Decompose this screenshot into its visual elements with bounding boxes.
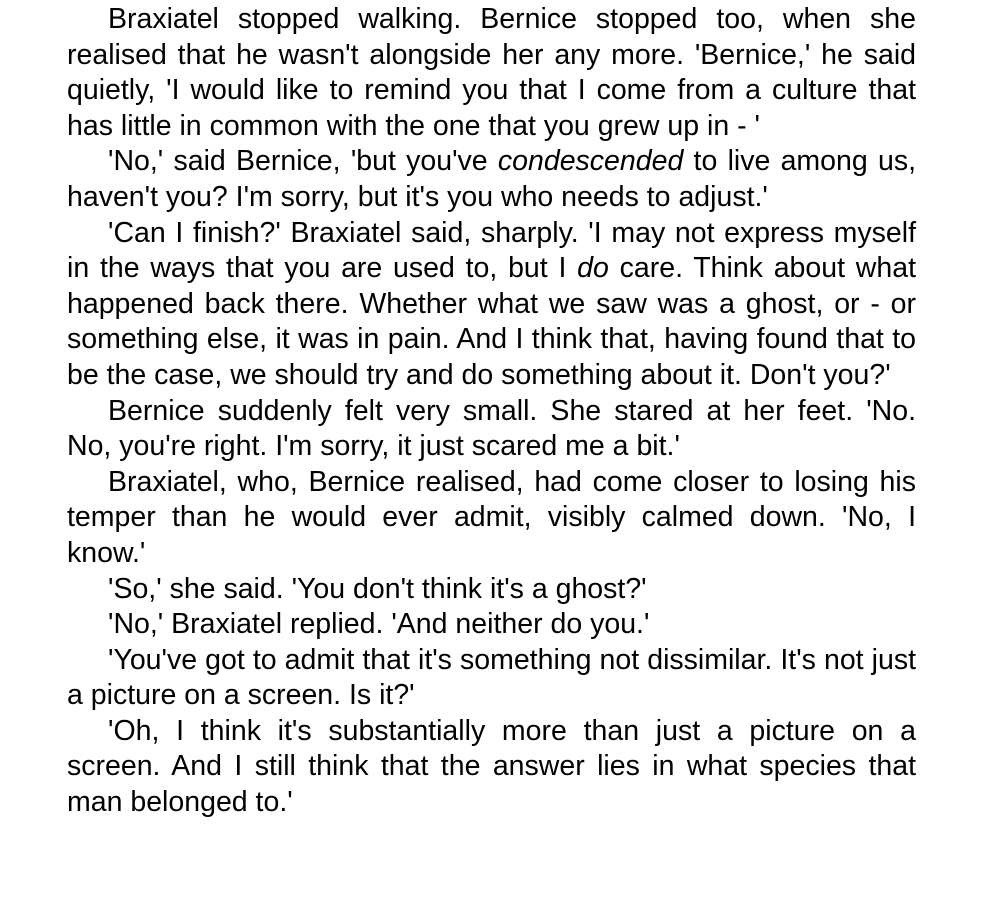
paragraph: [67, 216, 916, 394]
paragraph: [67, 607, 916, 643]
italic-emphasis: condescended: [497, 145, 684, 178]
paragraph: [67, 394, 916, 465]
paragraph: [67, 465, 916, 572]
paragraph-text: 'Can I finish?' Braxiatel said, sharply. 'I may not express myself in the ways that you are used to, but I: [67, 216, 916, 285]
paragraph-text: Braxiatel, who, Bernice realised, had come closer to losing his temper than he would ever admit, visibly calmed down. 'No, I know.': [67, 465, 916, 569]
paragraph-text: 'No,' Braxiatel replied. 'And neither do you.': [108, 608, 650, 641]
paragraph-text: 'You've got to admit that it's something not dissimilar. It's not just a picture on a screen. Is it?': [67, 643, 916, 712]
paragraph: [67, 643, 916, 714]
paragraph-text: Braxiatel stopped walking. Bernice stopped too, when she realised that he wasn't alongside her any more. 'Bernice,' he said quietly, 'I would like to remind you that I come from a culture that has little in common with the one that you grew up in - ': [67, 3, 916, 142]
paragraph-text: Bernice suddenly felt very small. She stared at her feet. 'No. No, you're right. I'm sorry, it just scared me a bit.': [67, 394, 916, 463]
paragraph-text: care. Think about what happened back there. Whether what we saw was a ghost, or - or something else, it was in pain. And I think that, having found that to be the case, we should try and do something about it. Don't you?': [67, 252, 916, 391]
paragraph: [67, 714, 916, 821]
paragraph-text: 'No,' said Bernice, 'but you've: [108, 145, 498, 178]
paragraph-text: 'So,' she said. 'You don't think it's a ghost?': [108, 572, 647, 605]
paragraph: [67, 2, 916, 144]
italic-emphasis: do: [577, 252, 609, 285]
paragraph: [67, 572, 916, 608]
paragraph: [67, 144, 916, 215]
paragraph-text: 'Oh, I think it's substantially more than just a picture on a screen. And I still think that the answer lies in what species that man belonged to.': [67, 714, 916, 819]
paragraph-text: to live among us, haven't you? I'm sorry, but it's you who needs to adjust.': [67, 145, 916, 213]
